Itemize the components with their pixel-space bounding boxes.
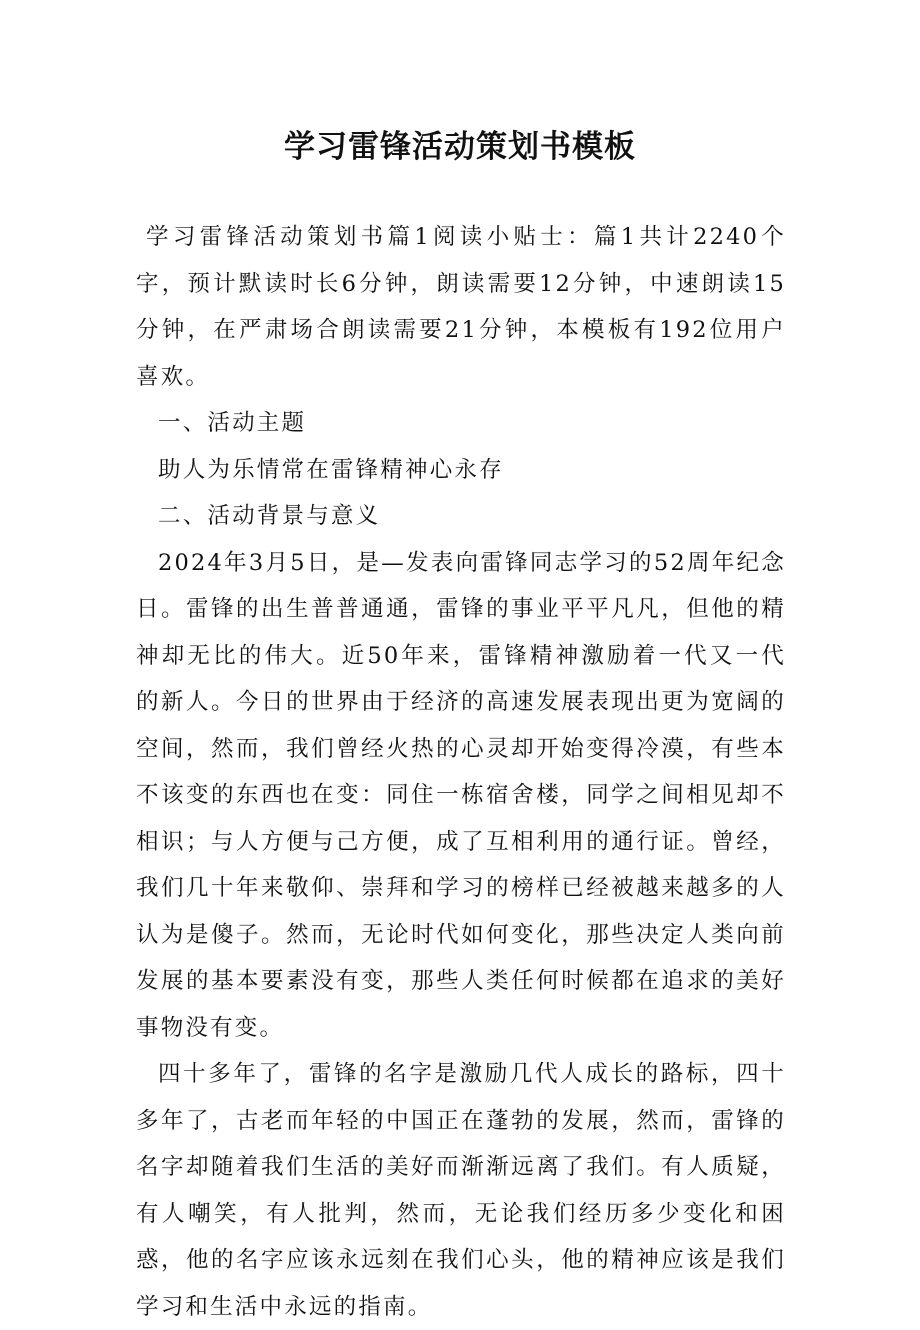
document-title: 学习雷锋活动策划书模板 [284,129,636,165]
document-body [136,214,786,1330]
section-heading-background-significance: 二、活动背景与意义 [158,503,381,529]
background-paragraph-2: 四十多年了，雷锋的名字是激励几代人成长的路标，四十多年了，古老而年轻的中国正在蓬勃的发展，然而，雷锋的名字却随着我们生活的美好而渐渐远离了我们。有人质疑，有人嘲笑，有人批判，然而，无论我们经历多少变化和困惑，他的名字应该永远刻在我们心头，他的精神应该是我们学习和生活中永远的指南。 [136,1061,786,1320]
activity-theme-text: 助人为乐情常在雷锋精神心永存 [158,456,504,483]
reading-tip-paragraph: 学习雷锋活动策划书篇1阅读小贴士：篇1共计2240个字，预计默读时长6分钟，朗读需要12分钟，中速朗读15分钟，在严肃场合朗读需要21分钟，本模板有192位用户喜欢。 [136,224,786,390]
section-heading-activity-theme: 一、活动主题 [158,410,307,436]
background-paragraph-1: 2024年3月5日，是—发表向雷锋同志学习的52周年纪念日。雷锋的出生普普通通，雷锋的事业平平凡凡，但他的精神却无比的伟大。近50年来，雷锋精神激励着一代又一代的新人。今日的世界由于经济的高速发展表现出更为宽阔的空间，然而，我们曾经火热的心灵却开始变得冷漠，有些本不该变的东西也在变：同住一栋宿舍楼，同学之间相见却不相识；与人方便与己方便，成了互相利用的通行证。曾经，我们几十年来敬仰、崇拜和学习的榜样已经被越来越多的人认为是傻子。然而，无论时代如何变化，那些决定人类向前发展的基本要素没有变，那些人类任何时候都在追求的美好事物没有变。 [136,549,786,1041]
